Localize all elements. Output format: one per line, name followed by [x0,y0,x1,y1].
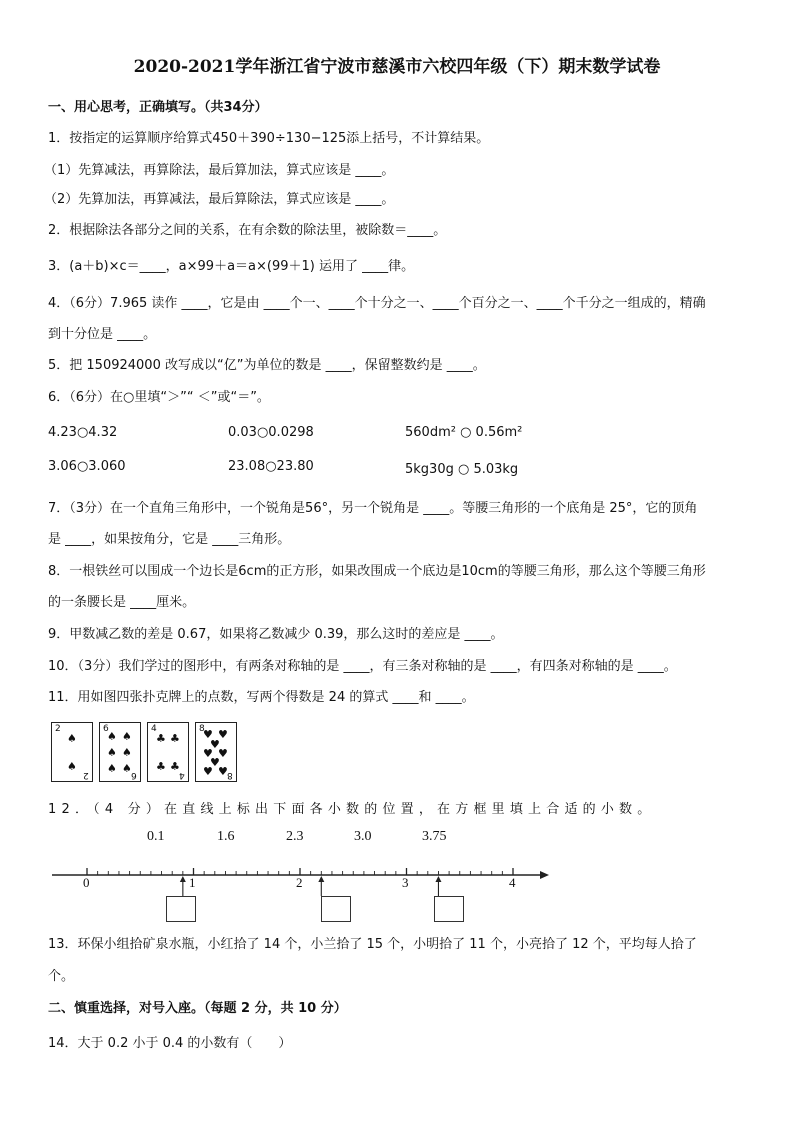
heart-icon: ♥ [210,738,220,751]
spade-icon: ♠ [122,730,132,743]
question-13-line-1: 13．环保小组拾矿泉水瓶，小红拾了 14 个，小兰拾了 15 个，小明拾了 11 个，小亮拾了 12 个，平均每人拾了 [48,937,697,952]
spade-icon: ♠ [122,746,132,759]
pointer-arrow-head [435,876,441,882]
card-rank: 6 [131,770,137,780]
question-3: 3．(a＋b)×c＝____，a×99＋a＝a×(99＋1) 运用了 ____律。 [48,259,415,274]
card-rank: 2 [55,724,61,734]
playing-card [99,722,141,782]
question-5: 5．把 150924000 改写成以“亿”为单位的数是 ____，保留整数约是 ____。 [48,358,486,373]
question-8-line-1: 8．一根铁丝可以围成一个边长是6cm的正方形，如果改围成一个底边是10cm的等腰三角形，那么这个等腰三角形 [48,564,706,579]
question-10: 10．（3分）我们学过的图形中，有两条对称轴的是 ____，有三条对称轴的是 ____，有四条对称轴的是 ____。 [48,659,677,674]
playing-card [147,722,189,782]
answer-box[interactable] [434,896,464,922]
playing-card [195,722,237,782]
question-13-line-2: 个。 [48,969,75,984]
spade-icon: ♠ [107,730,117,743]
answer-pointers [0,876,794,898]
number-line-label: 0 [83,875,90,890]
club-icon: ♣ [156,732,166,745]
section-heading-1: 一、用心思考，正确填写。（共34分） [48,100,268,115]
heart-icon: ♥ [218,747,228,760]
heart-icon: ♥ [203,747,213,760]
comparison-item: 3.06○3.060 [48,459,126,474]
question-6: 6．（6分）在○里填“＞”“ ＜”或“＝”。 [48,390,270,405]
spade-icon: ♠ [122,762,132,775]
pointer-arrow-head [318,876,324,882]
heart-icon: ♥ [203,728,213,741]
decimal-to-mark: 1.6 [217,829,235,844]
number-line-label: 2 [296,875,303,890]
number-line-label: 4 [509,875,516,890]
heart-icon: ♥ [203,765,213,778]
question-8-line-2: 的一条腰长是 ____厘米。 [48,595,196,610]
comparison-item: 4.23○4.32 [48,425,118,440]
number-line-label: 3 [402,875,409,890]
heart-icon: ♥ [218,728,228,741]
playing-card [51,722,93,782]
card-rank: 4 [179,770,185,780]
comparison-item: 5kg30g ○ 5.03kg [405,462,519,477]
decimal-to-mark: 3.0 [354,829,372,844]
question-9: 9．甲数减乙数的差是 0.67，如果将乙数减少 0.39，那么这时的差应是 ____。 [48,627,504,642]
heart-icon: ♥ [218,765,228,778]
question-7-line-1: 7．（3分）在一个直角三角形中，一个锐角是56°，另一个锐角是 ____。等腰三角形的一个底角是 25°，它的顶角 [48,501,698,516]
question-1-part-1: （1）先算减法，再算除法，最后算加法，算式应该是 ____。 [44,163,395,178]
decimal-to-mark: 3.75 [422,829,447,844]
club-icon: ♣ [156,760,166,773]
spade-icon: ♠ [67,760,77,773]
comparison-item: 0.03○0.0298 [228,425,314,440]
question-14: 14．大于 0.2 小于 0.4 的小数有（ ） [48,1036,292,1051]
card-rank: 6 [103,724,109,734]
question-12: 12．（4 分）在直线上标出下面各小数的位置，在方框里填上合适的小数。 [48,802,656,817]
number-line-label: 1 [189,875,196,890]
number-line-ticks [87,868,513,875]
question-1-part-2: （2）先算加法，再算减法，最后算除法，算式应该是 ____。 [44,192,395,207]
question-11: 11．用如图四张扑克牌上的点数，写两个得数是 24 的算式 ____和 ____。 [48,690,475,705]
comparison-item: 560dm² ○ 0.56m² [405,425,523,440]
answer-box[interactable] [321,896,351,922]
card-rank: 8 [227,770,233,780]
card-rank: 2 [83,770,89,780]
question-4-line-1: 4．（6分）7.965 读作 ____，它是由 ____个一、____个十分之一、____个百分之一、____个千分之一组成的，精确 [48,296,706,311]
decimal-to-mark: 0.1 [147,829,165,844]
question-2: 2．根据除法各部分之间的关系，在有余数的除法里，被除数＝____。 [48,223,447,238]
card-rank: 8 [199,724,205,734]
spade-icon: ♠ [107,762,117,775]
card-rank: 4 [151,724,157,734]
answer-box[interactable] [166,896,196,922]
decimal-to-mark: 2.3 [286,829,304,844]
club-icon: ♣ [170,732,180,745]
question-7-line-2: 是 ____，如果按角分，它是 ____三角形。 [48,532,291,547]
comparison-item: 23.08○23.80 [228,459,314,474]
club-icon: ♣ [170,760,180,773]
spade-icon: ♠ [67,732,77,745]
spade-icon: ♠ [107,746,117,759]
pointer-arrow-head [180,876,186,882]
question-1: 1．按指定的运算顺序给算式450＋390÷130−125添上括号，不计算结果。 [48,131,490,146]
section-heading-2: 二、慎重选择，对号入座。（每题 2 分，共 10 分） [48,1001,347,1016]
question-4-line-2: 到十分位是 ____。 [48,327,157,342]
page-title: 2020-2021学年浙江省宁波市慈溪市六校四年级（下）期末数学试卷 [133,57,661,77]
heart-icon: ♥ [210,756,220,769]
